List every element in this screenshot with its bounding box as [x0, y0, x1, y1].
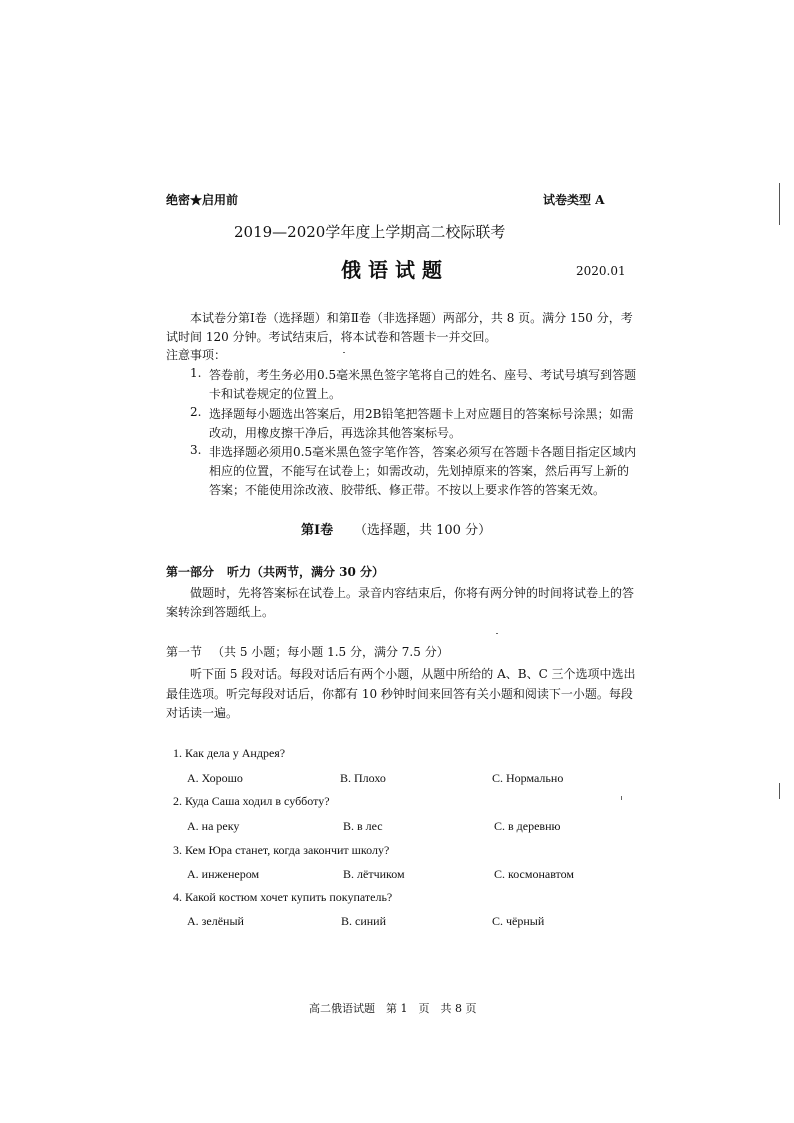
question-1-stem: 1. Как дела у Андрея?	[173, 746, 286, 760]
question-3-option-b: B. лётчиком	[343, 867, 405, 881]
question-2-option-a: A. на реку	[187, 819, 240, 833]
question-1-option-b: B. Плохо	[340, 771, 386, 785]
scan-speck	[621, 796, 622, 800]
page-footer: 高二俄语试题 第 1 页 共 8 页	[309, 1002, 477, 1015]
intro-line-2: 试时间 120 分钟。考试结束后，将本试卷和答题卡一并交回。	[166, 330, 497, 344]
section-meta: （共 5 小题；每小题 1.5 分，满分 7.5 分）	[212, 645, 449, 659]
section-desc-line-1: 听下面 5 段对话。每段对话后有两个小题，从题中所给的 A、B、C 三个选项中选出	[190, 667, 636, 681]
paper-type: 试卷类型 A	[543, 193, 605, 207]
question-1-option-a: A. Хорошо	[187, 771, 243, 785]
note-3-num: 3.	[190, 443, 202, 457]
note-2-line-1: 选择题每小题选出答案后，用2B铅笔把答题卡上对应题目的答案标号涂黑；如需	[209, 407, 634, 421]
question-4-option-c: C. чёрный	[492, 914, 545, 928]
scan-edge-line-2	[779, 783, 780, 799]
subject-title: 俄语试题	[341, 258, 449, 282]
notes-label: 注意事项：	[166, 348, 227, 362]
question-3-option-a: A. инженером	[187, 867, 260, 881]
question-4-option-a: A. зелёный	[187, 914, 244, 928]
note-1-line-2: 卡和试卷规定的位置上。	[209, 387, 342, 401]
part-desc-line-1: 做题时，先将答案标在试卷上。录音内容结束后，你将有两分钟的时间将试卷上的答	[190, 586, 635, 600]
note-2-line-2: 改动，用橡皮擦干净后，再选涂其他答案标号。	[209, 426, 462, 440]
section-desc-line-2: 最佳选项。听完每段对话后，你都有 10 秒钟时间来回答有关小题和阅读下一小题。每段	[166, 687, 633, 701]
note-1-line-1: 答卷前，考生务必用0.5毫米黑色签字笔将自己的姓名、座号、考试号填写到答题	[209, 368, 637, 382]
note-1-num: 1.	[190, 366, 202, 380]
exam-date: 2020.01	[576, 264, 626, 278]
note-2-num: 2.	[190, 405, 202, 419]
section-label: 第一节	[166, 645, 203, 659]
section-desc-line-3: 对话读一遍。	[166, 706, 239, 720]
volume-title: 第Ⅰ卷	[301, 523, 334, 538]
scan-speck	[343, 352, 345, 353]
note-3-line-2: 相应的位置，不能写在试卷上；如需改动，先划掉原来的答案，然后再写上新的	[209, 464, 630, 478]
question-2-stem: 2. Куда Саша ходил в субботу?	[173, 794, 330, 808]
volume-subtitle: （选择题，共 100 分）	[354, 523, 492, 538]
exam-title: 2019—2020学年度上学期高二校际联考	[234, 223, 506, 241]
scan-edge-line-1	[779, 183, 780, 225]
question-2-option-c: C. в деревню	[494, 819, 561, 833]
question-3-stem: 3. Кем Юра станет, когда закончит школу?	[173, 843, 390, 857]
note-3-line-3: 答案；不能使用涂改液、胶带纸、修正带。不按以上要求作答的答案无效。	[209, 483, 606, 497]
part-desc-line-2: 案转涂到答题纸上。	[166, 605, 275, 619]
question-4-stem: 4. Какой костюм хочет купить покупатель?	[173, 890, 393, 904]
question-4-option-b: B. синий	[341, 914, 387, 928]
question-2-option-b: B. в лес	[343, 819, 383, 833]
question-1-option-c: C. Нормально	[492, 771, 564, 785]
secret-mark: 绝密★启用前	[166, 193, 239, 207]
part-title: 听力（共两节，满分 30 分）	[227, 565, 385, 579]
question-3-option-c: C. космонавтом	[494, 867, 575, 881]
scan-speck	[496, 633, 498, 634]
part-label: 第一部分	[166, 565, 215, 579]
note-3-line-1: 非选择题必须用0.5毫米黑色签字笔作答，答案必须写在答题卡各题目指定区域内	[209, 445, 637, 459]
intro-line-1: 本试卷分第Ⅰ卷（选择题）和第Ⅱ卷（非选择题）两部分，共 8 页。满分 150 分，考	[190, 311, 633, 325]
